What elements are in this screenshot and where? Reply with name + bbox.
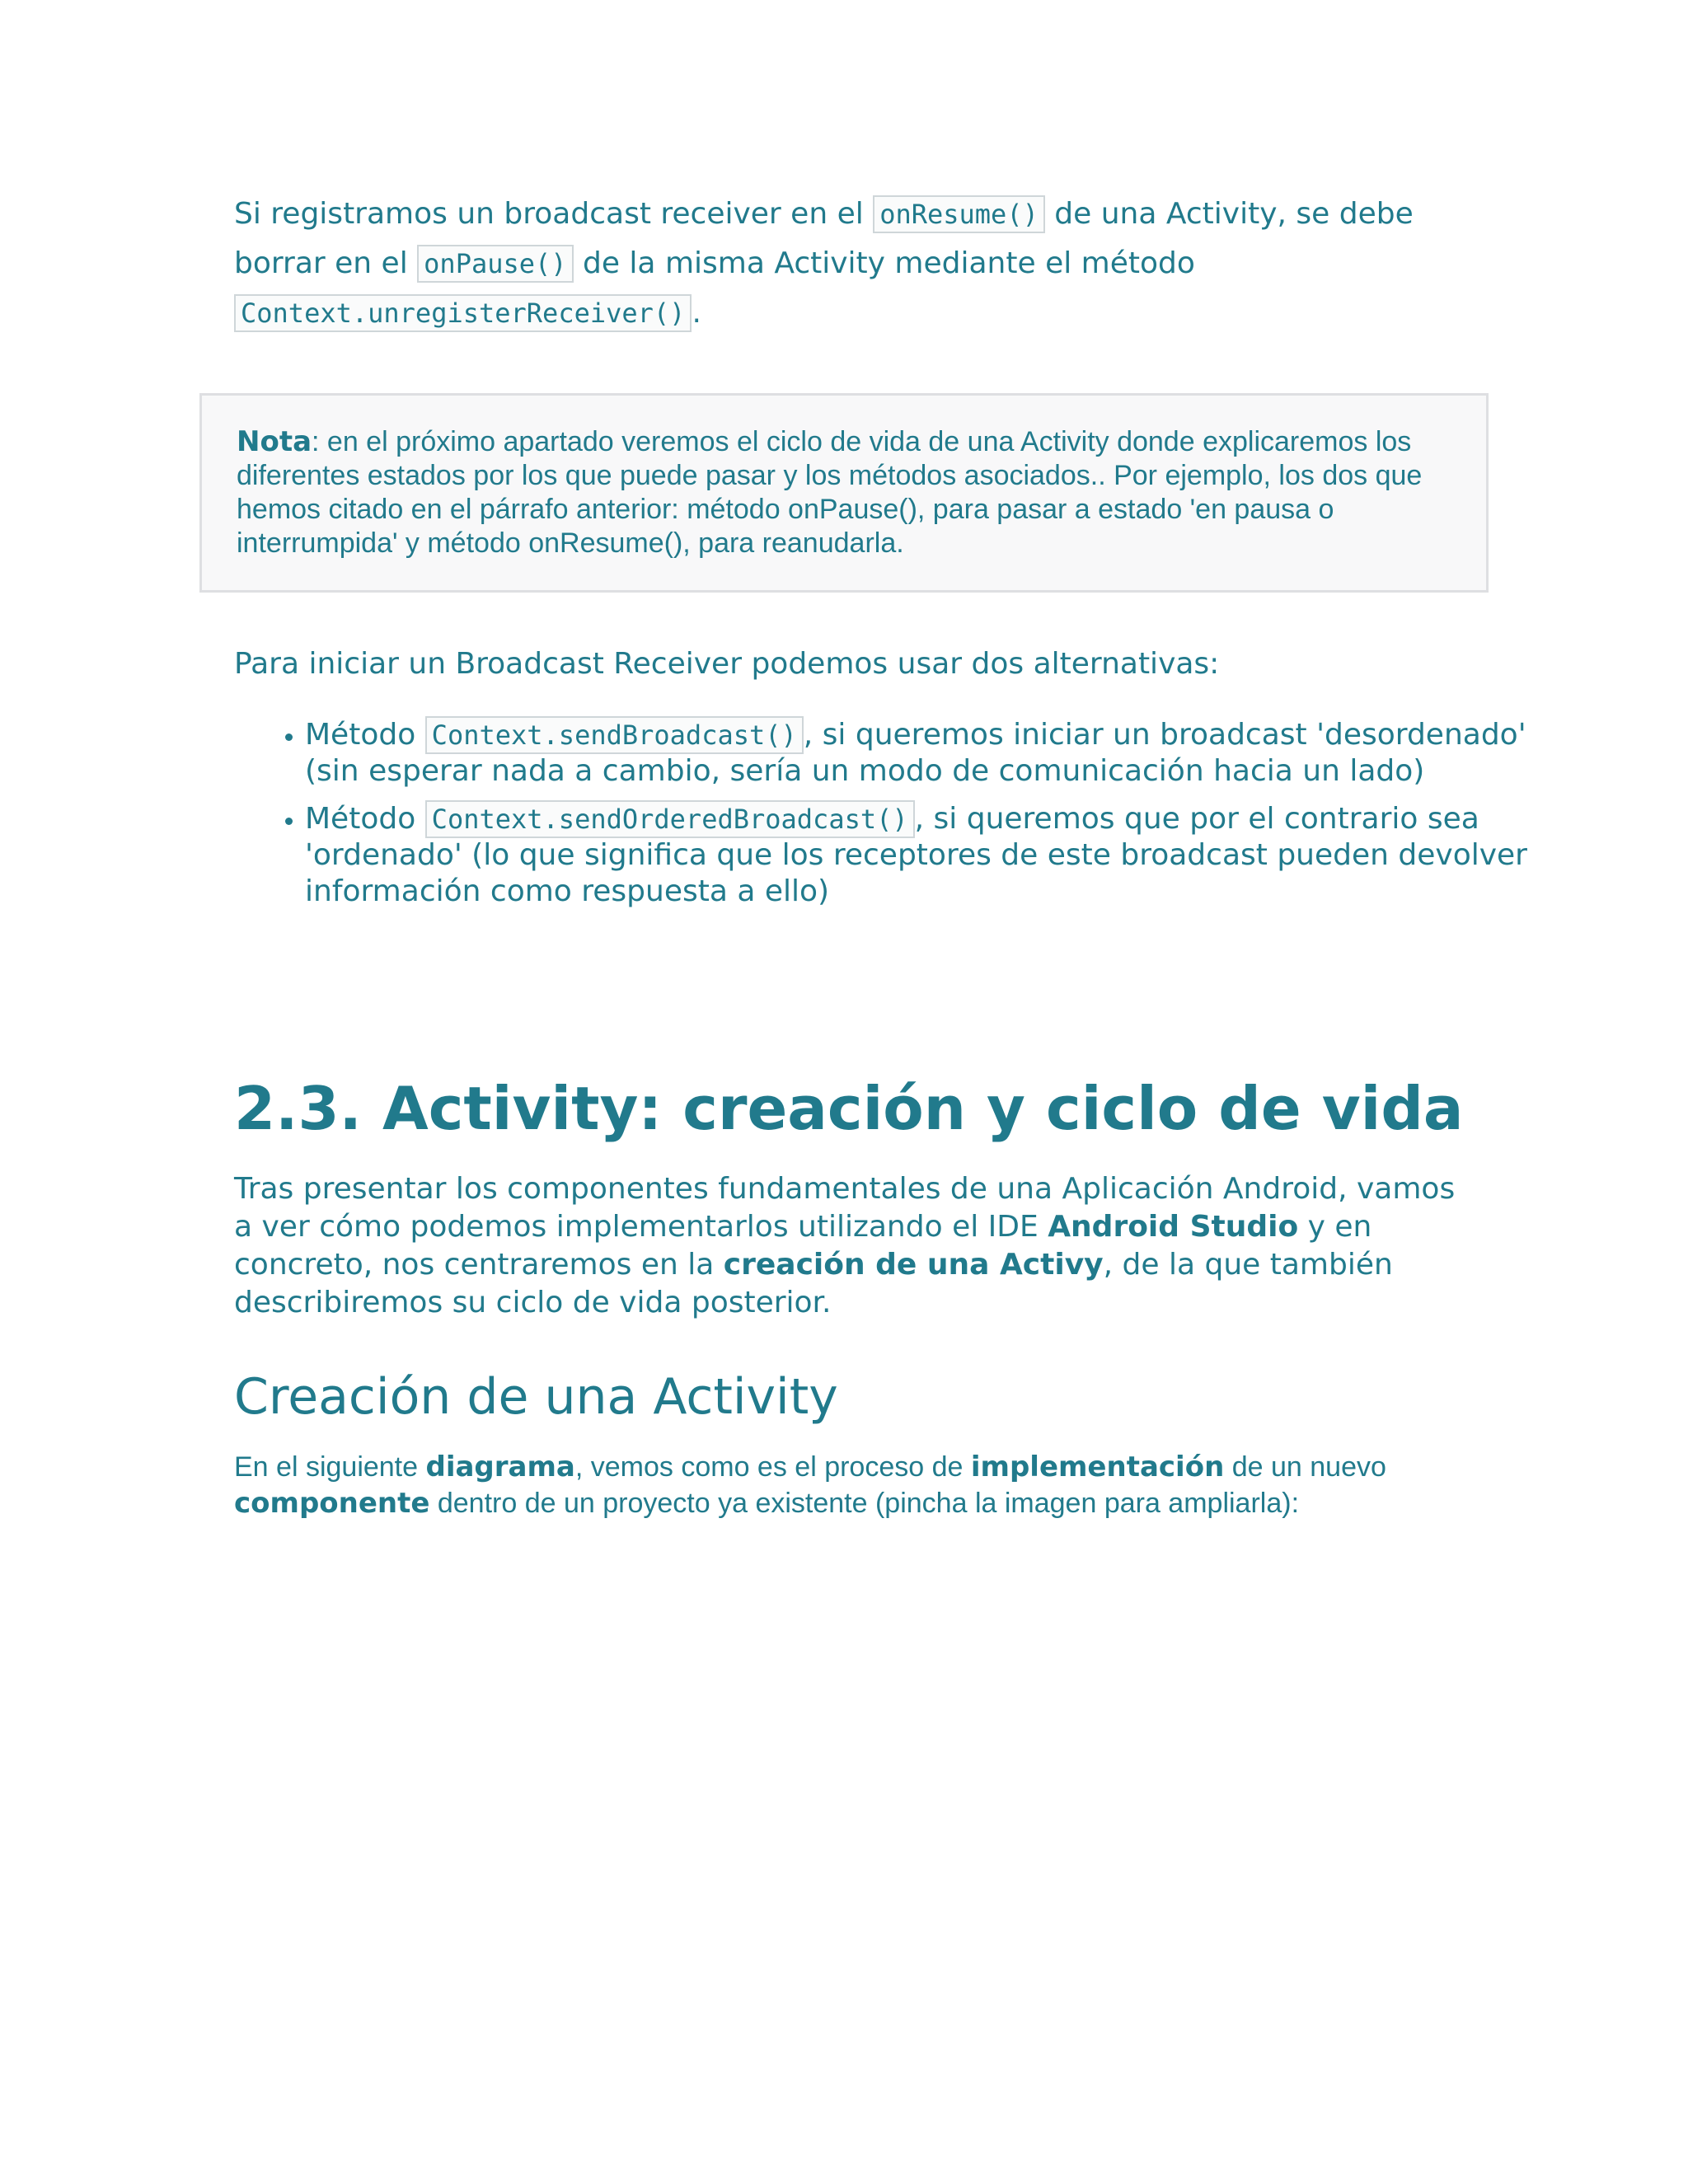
- diagram-text: En el siguiente: [234, 1451, 426, 1483]
- activity-creation-emphasis: creación de una Activy: [723, 1248, 1104, 1282]
- paragraph-text: de la misma Activity mediante el método: [573, 246, 1195, 280]
- send-ordered-broadcast-code: Context.sendOrderedBroadcast(): [425, 800, 915, 838]
- implementation-emphasis: implementación: [970, 1451, 1225, 1483]
- component-emphasis: componente: [234, 1487, 430, 1520]
- diagram-text: , vemos como es el proceso de: [574, 1451, 971, 1483]
- diagram-text: dentro de un proyecto ya existente (pincha la imagen para ampliarla):: [429, 1488, 1300, 1519]
- subsection-heading: Creación de una Activity: [234, 1368, 838, 1426]
- alternatives-list: [234, 717, 1558, 921]
- note-box: [199, 393, 1489, 593]
- list-item-prefix: Método: [305, 718, 425, 752]
- list-item-prefix: Método: [305, 802, 425, 836]
- intro-text: y en concreto, nos centraremos en la: [234, 1210, 1372, 1282]
- list-item-text: , si queremos iniciar un broadcast 'desordenado' (sin esperar nada a cambio, sería un modo de comunicación hacia un lado): [305, 718, 1526, 788]
- diagram-intro: [234, 1449, 1470, 1521]
- paragraph-text: .: [692, 296, 701, 330]
- list-item: [305, 801, 1558, 910]
- send-broadcast-code: Context.sendBroadcast(): [425, 716, 804, 754]
- list-item: [305, 717, 1558, 790]
- on-pause-code: onPause(): [417, 245, 573, 283]
- on-resume-code: onResume(): [873, 195, 1045, 233]
- section-intro: [234, 1170, 1470, 1322]
- paragraph-text: Si registramos un broadcast receiver en el: [234, 197, 874, 231]
- section-heading: 2.3. Activity: creación y ciclo de vida: [234, 1074, 1464, 1143]
- diagram-text: de un nuevo: [1224, 1451, 1386, 1483]
- alternatives-intro: Para iniciar un Broadcast Receiver podemos usar dos alternativas:: [234, 647, 1220, 681]
- note-text: : en el próximo apartado veremos el ciclo de vida de una Activity donde explicaremos los diferentes estados por los que puede pasar y los métodos asociados.. Por ejemplo, los dos que hemos citado en el párrafo anterior: método onPause(), para pasar a estado 'en pausa o interrumpida' y método onResume(), para reanudarla.: [237, 426, 1423, 559]
- note-label: Nota: [237, 425, 312, 458]
- diagram-image-placeholder[interactable]: [234, 1541, 1470, 2118]
- paragraph-text: de una Activity, se debe borrar en el: [234, 197, 1414, 280]
- diagram-emphasis: diagrama: [425, 1451, 575, 1483]
- intro-text: Tras presentar los componentes fundamentales de una Aplicación Android, vamos a ver cómo podemos implementarlos utilizando el IDE: [234, 1172, 1456, 1244]
- receiver-registration-paragraph: [234, 190, 1470, 338]
- unregister-receiver-code: Context.unregisterReceiver(): [234, 294, 692, 332]
- list-item-text: , si queremos que por el contrario sea 'ordenado' (lo que significa que los receptores de este broadcast pueden devolver información como respuesta a ello): [305, 802, 1527, 908]
- intro-text: , de la que también describiremos su ciclo de vida posterior.: [234, 1248, 1393, 1319]
- android-studio-emphasis: Android Studio: [1048, 1210, 1299, 1244]
